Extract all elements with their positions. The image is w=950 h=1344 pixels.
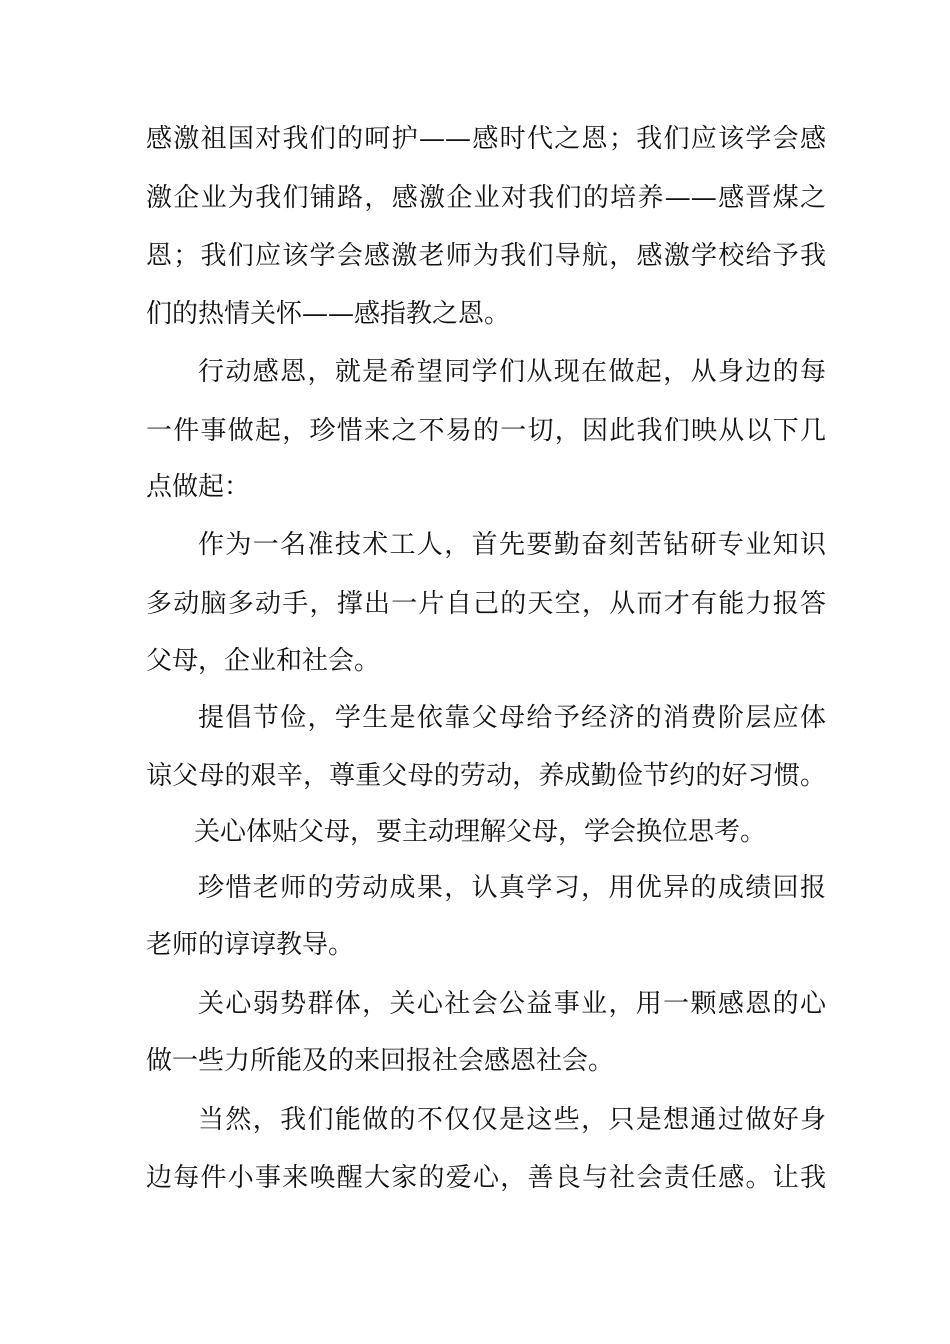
text-line: 们的热情关怀——感指教之恩。 xyxy=(146,299,511,329)
text-line: 恩；我们应该学会感激老师为我们导航，感激学校给予我 xyxy=(146,241,826,271)
paragraph-first-line: 作为一名准技术工人，首先要勤奋刻苦钻研专业知识 xyxy=(198,530,826,560)
paragraph-first-line: 关心弱势群体，关心社会公益事业，用一颗感恩的心 xyxy=(198,989,826,1019)
text-line: 谅父母的艰辛，尊重父母的劳动，养成勤俭节约的好习惯。 xyxy=(146,761,826,791)
paragraph-first-line: 关心体贴父母，要主动理解父母，学会换位思考。 xyxy=(194,817,767,847)
paragraph-first-line: 珍惜老师的劳动成果，认真学习，用优异的成绩回报 xyxy=(198,873,826,903)
paragraph-first-line: 当然，我们能做的不仅仅是这些，只是想通过做好身 xyxy=(198,1105,826,1135)
text-line: 激企业为我们铺路，感激企业对我们的培养——感晋煤之 xyxy=(146,183,826,213)
text-line: 边每件小事来唤醒大家的爱心，善良与社会责任感。让我 xyxy=(146,1163,826,1193)
text-line: 一件事做起，珍惜来之不易的一切，因此我们映从以下几 xyxy=(146,416,826,446)
paragraph-first-line: 行动感恩，就是希望同学们从现在做起，从身边的每 xyxy=(198,357,826,387)
text-line: 多动脑多动手，撑出一片自己的天空，从而才有能力报答 xyxy=(146,589,826,619)
text-line: 老师的谆谆教导。 xyxy=(146,930,355,960)
text-line: 点做起： xyxy=(146,472,251,502)
text-line: 感激祖国对我们的呵护——感时代之恩；我们应该学会感 xyxy=(146,124,826,154)
paragraph-first-line: 提倡节俭，学生是依靠父母给予经济的消费阶层应体 xyxy=(198,703,826,733)
text-line: 做一些力所能及的来回报社会感恩社会。 xyxy=(146,1046,615,1076)
text-line: 父母，企业和社会。 xyxy=(146,646,381,676)
